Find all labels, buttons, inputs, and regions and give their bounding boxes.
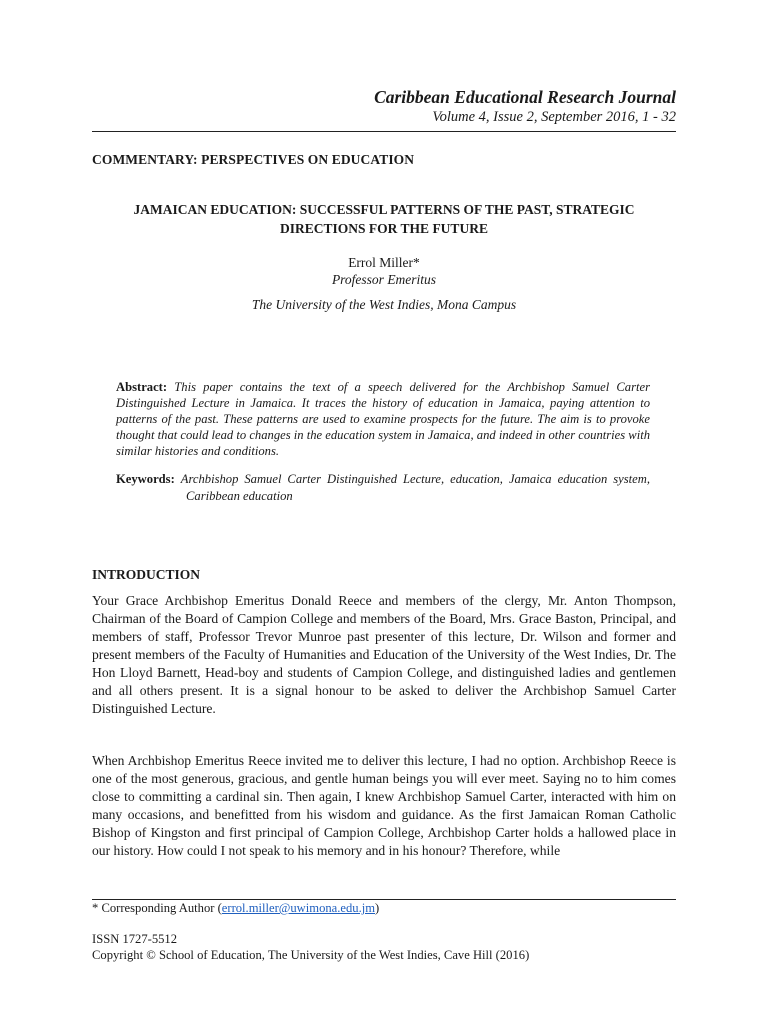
author-role: Professor Emeritus [331, 272, 437, 287]
journal-title: Caribbean Educational Research Journal [374, 87, 676, 107]
journal-volume-info: Volume 4, Issue 2, September 2016, 1 - 32 [432, 109, 676, 125]
body-paragraph-2: When Archbishop Emeritus Reece invited me to deliver this lecture, I had no option. Archbishop Reece is one of the most generous, gracious, and gentle human beings you will ever meet. Saying no to him comes close to committing a cardinal sin. Then again, I knew Archbishop Samuel Carter, interacted with him on many occasions, and benefitted from his wisdom and guidance. As the first Jamaican Roman Catholic Bishop of Kingston and first principal of Campion College, Archbishop Carter holds a hallowed place in our history. How could I not speak to his memory and in his honour? Therefore, while [92, 753, 676, 858]
section-label: COMMENTARY: PERSPECTIVES ON EDUCATION [92, 152, 415, 167]
article-title-line-2: DIRECTIONS FOR THE FUTURE [280, 221, 488, 236]
author-name: Errol Miller* [348, 255, 420, 270]
article-title [100, 200, 668, 238]
issn: ISSN 1727-5512 [92, 932, 178, 946]
author-affiliation: The University of the West Indies, Mona Campus [251, 297, 517, 312]
keywords-text: Archbishop Samuel Carter Distinguished Lecture, education, Jamaica education system, Caribbean education [180, 472, 650, 503]
footnote-suffix: ) [375, 901, 380, 915]
author-block [92, 254, 676, 288]
article-title-line-1: JAMAICAN EDUCATION: SUCCESSFUL PATTERNS OF THE PAST, STRATEGIC [133, 202, 635, 217]
abstract [116, 379, 650, 459]
keywords-label: Keywords: [116, 472, 175, 486]
introduction-heading: INTRODUCTION [92, 567, 201, 582]
header-divider [92, 131, 676, 132]
body-paragraph-1: Your Grace Archbishop Emeritus Donald Reece and members of the clergy, Mr. Anton Thompson, Chairman of the Board of Campion College and members of the Board, Mrs. Grace Baston, Principal, and members of staff, Professor Trevor Munroe past presenter of this lecture, Dr. Wilson and former and present members of the Faculty of Humanities and Education of the University of the West Indies, Dr. The Hon Lloyd Barnett, Head-boy and students of Campion College, and distinguished ladies and gentlemen and all others present. It is a signal honour to be asked to deliver the Archbishop Samuel Carter Distinguished Lecture. [92, 593, 676, 716]
journal-header [92, 86, 676, 126]
footnote-prefix: * Corresponding Author ( [92, 901, 222, 915]
footnote [92, 901, 379, 916]
abstract-text: This paper contains the text of a speech delivered for the Archbishop Samuel Carter Distinguished Lecture in Jamaica. It traces the history of education in Jamaica, paying attention to patterns of the past. These patterns are used to examine prospects for the future. The aim is to provoke thought that could lead to changes in the education system in Jamaica, and indeed in other countries with similar histories and conditions. [116, 380, 650, 458]
publication-info [92, 931, 529, 963]
footnote-divider [92, 899, 676, 900]
keywords [116, 471, 650, 504]
abstract-label: Abstract: [116, 380, 168, 394]
corresponding-author-email-link[interactable]: errol.miller@uwimona.edu.jm [221, 901, 376, 915]
copyright: Copyright © School of Education, The University of the West Indies, Cave Hill (2016) [92, 948, 530, 962]
